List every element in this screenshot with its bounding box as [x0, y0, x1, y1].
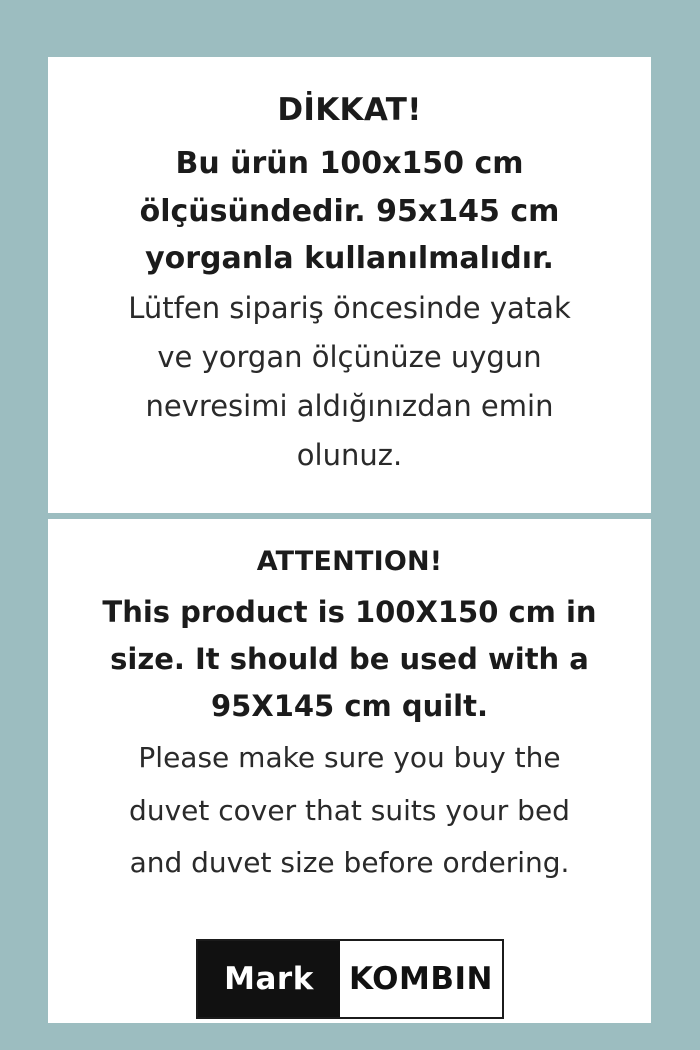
turkish-notice-bold-line-2: ölçüsündedir. 95x145 cm: [139, 193, 560, 229]
english-notice-bold-line-2: size. It should be used with a: [110, 642, 589, 677]
turkish-notice-bold-line-3: yorganla kullanılmalıdır.: [145, 241, 554, 277]
brand-logo: [196, 939, 504, 1019]
turkish-notice-title: DİKKAT!: [277, 92, 422, 128]
turkish-notice-body-line-3: nevresimi aldığınızdan emin: [145, 388, 554, 423]
english-notice-body-line-2: duvet cover that suits your bed: [129, 793, 570, 827]
english-notice-bold-line-3: 95X145 cm quilt.: [210, 688, 488, 723]
brand-logo-kombin: KOMBIN: [340, 941, 502, 1017]
english-notice-body-line-3: and duvet size before ordering.: [129, 846, 570, 880]
turkish-notice-card: [48, 57, 651, 513]
turkish-notice-body-line-4: olunuz.: [296, 438, 403, 473]
turkish-notice-body-line-1: Lütfen sipariş öncesinde yatak: [128, 290, 571, 325]
turkish-notice-bold-line-1: Bu ürün 100x150 cm: [175, 146, 524, 182]
brand-logo-mark: Mark: [198, 941, 340, 1017]
turkish-notice-body-line-2: ve yorgan ölçünüze uygun: [157, 339, 542, 374]
english-notice-title: ATTENTION!: [256, 546, 443, 577]
english-notice-bold-line-1: This product is 100X150 cm in: [102, 595, 597, 630]
english-notice-body-line-1: Please make sure you buy the: [138, 741, 561, 775]
